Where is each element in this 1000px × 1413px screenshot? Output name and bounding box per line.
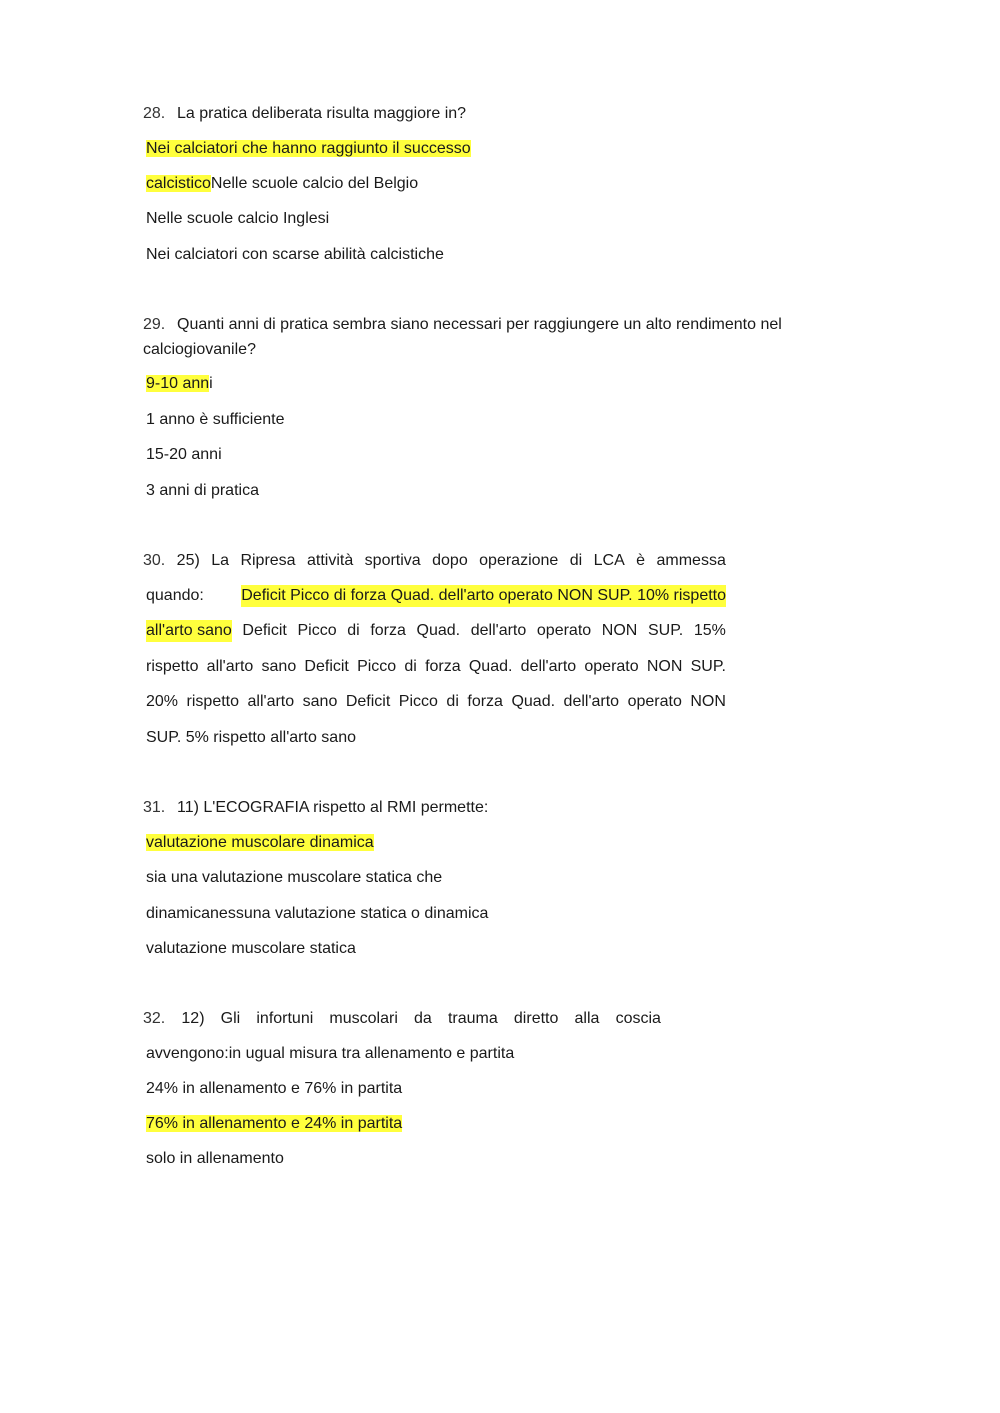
question-number: 32. (143, 1010, 166, 1027)
question-28 (143, 103, 466, 125)
word: NON (601, 622, 638, 639)
answer-option: Nelle scuole calcio del Belgio (210, 175, 419, 192)
word: forza (467, 693, 503, 710)
q31-answer-3: dinamicanessuna valutazione statica o dinamica (146, 905, 489, 922)
word: infortuni (256, 1010, 314, 1027)
answer-suffix: i (209, 375, 213, 392)
q30-line-2 (146, 585, 726, 607)
word: coscia (615, 1010, 661, 1027)
word: Quad. (468, 658, 513, 675)
word: dell'arto (520, 658, 577, 675)
word: forza (425, 658, 461, 675)
word: muscolari (329, 1010, 398, 1027)
q29-answer-3: 15-20 anni (146, 446, 222, 463)
q29-answer-1 (146, 373, 213, 395)
question-32 (143, 1008, 661, 1030)
word: da (414, 1010, 432, 1027)
word: Gli (220, 1010, 241, 1027)
q30-line-5 (146, 691, 726, 713)
word: all'arto (206, 658, 254, 675)
word: La (211, 552, 230, 569)
word: di (569, 552, 583, 569)
q32-line-2: avvengono:in ugual misura tra allenamento e partita (146, 1045, 515, 1062)
word: operato (584, 658, 639, 675)
q32-answer-2: 24% in allenamento e 76% in partita (146, 1080, 403, 1097)
q29-answer-4: 3 anni di pratica (146, 482, 259, 499)
question-text: Quanti anni di pratica sembra siano necessari per raggiungere un alto rendimento nel (177, 316, 782, 333)
word: ammessa (656, 552, 726, 569)
q31-answer-4: valutazione muscolare statica (146, 940, 356, 957)
word: quando: (146, 587, 204, 604)
word: dopo (432, 552, 468, 569)
word: è (636, 552, 646, 569)
word: rispetto (146, 658, 199, 675)
word: Deficit (242, 622, 287, 639)
q32-answer-4: solo in allenamento (146, 1150, 284, 1167)
q28-answer-line-2 (146, 173, 418, 195)
question-29 (143, 314, 782, 336)
word: dell'arto (563, 693, 620, 710)
word: operazione (479, 552, 559, 569)
word: sportiva (364, 552, 421, 569)
highlighted-answer: Nei calciatori che hanno raggiunto il successo (146, 140, 471, 157)
highlighted-answer: all'arto sano (146, 620, 232, 642)
q28-answer-line-4: Nei calciatori con scarse abilità calcistiche (146, 246, 444, 263)
word: SUP. (647, 622, 684, 639)
q32-answer-3 (146, 1113, 402, 1135)
word: operato (536, 622, 592, 639)
word: di (404, 658, 417, 675)
highlighted-answer: 76% in allenamento e 24% in partita (146, 1115, 403, 1132)
word: Deficit (345, 693, 391, 710)
question-text: 11) L'ECOGRAFIA rispetto al RMI permette: (177, 799, 489, 816)
word: LCA (593, 552, 625, 569)
word: NON (646, 658, 683, 675)
question-29-continued: calciogiovanile? (143, 341, 256, 358)
word: trauma (447, 1010, 498, 1027)
question-number: 30. (143, 552, 166, 569)
word: rispetto (186, 693, 239, 710)
word: Deficit (304, 658, 349, 675)
word: forza (370, 622, 406, 639)
word: diretto (513, 1010, 559, 1027)
question-30 (143, 550, 726, 572)
word: sano (302, 693, 338, 710)
word: Quad. (511, 693, 556, 710)
highlighted-answer: valutazione muscolare dinamica (146, 834, 374, 851)
word: NON (690, 693, 726, 710)
word: 20% (146, 693, 179, 710)
question-number: 31. (143, 799, 166, 816)
q30-line-6: SUP. 5% rispetto all'arto sano (146, 729, 356, 746)
q30-line-3 (146, 620, 726, 642)
highlighted-answer: calcistico (146, 175, 211, 192)
word: operato (627, 693, 682, 710)
word: Ripresa (240, 552, 296, 569)
word: all'arto (247, 693, 295, 710)
q28-answer-line-3: Nelle scuole calcio Inglesi (146, 210, 330, 227)
word: dell'arto (470, 622, 527, 639)
q31-answer-1 (146, 832, 374, 854)
q28-answer-line-1 (146, 138, 471, 160)
word: Picco (357, 658, 397, 675)
word: 25) (176, 552, 200, 569)
word: 15% (693, 622, 726, 639)
word: Picco (398, 693, 438, 710)
word: alla (574, 1010, 600, 1027)
q30-line-4 (146, 656, 726, 678)
word: sano (261, 658, 297, 675)
word: Quad. (416, 622, 461, 639)
q31-answer-2: sia una valutazione muscolare statica che (146, 869, 443, 886)
question-number: 29. (143, 316, 166, 333)
word: 12) (181, 1010, 205, 1027)
question-number: 28. (143, 105, 166, 122)
word: attività (307, 552, 354, 569)
highlighted-answer: 9-10 ann (146, 375, 210, 392)
word: SUP. (690, 658, 726, 675)
word: di (347, 622, 360, 639)
word: Picco (297, 622, 337, 639)
q29-answer-2: 1 anno è sufficiente (146, 411, 285, 428)
question-31 (143, 797, 488, 819)
word: di (446, 693, 459, 710)
question-text: La pratica deliberata risulta maggiore in? (177, 105, 467, 122)
highlighted-answer: Deficit Picco di forza Quad. dell'arto operato NON SUP. 10% rispetto (241, 585, 726, 607)
